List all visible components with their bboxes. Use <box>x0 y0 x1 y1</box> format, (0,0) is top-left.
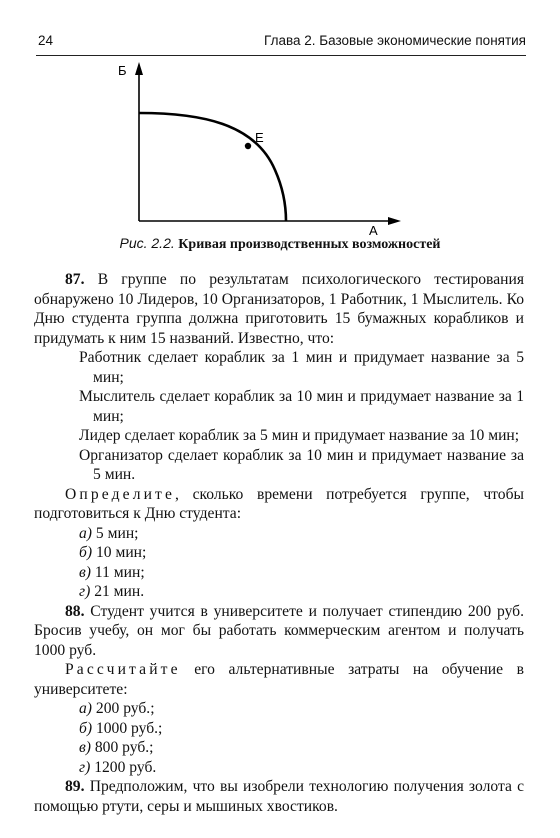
option-letter: а) <box>79 700 92 717</box>
point-e-label: Е <box>255 130 264 145</box>
problem-87-task <box>34 485 524 524</box>
y-axis-arrow <box>135 62 143 75</box>
answer-option <box>34 738 524 758</box>
option-letter: г) <box>79 758 91 776</box>
point-e <box>245 143 251 149</box>
option-letter: а) <box>79 524 92 542</box>
answer-option <box>34 543 524 563</box>
figure-caption <box>0 235 560 253</box>
role-item: Лидер сделает кораблик за 5 мин и придумает название за 10 мин; <box>79 427 520 444</box>
ppc-curve <box>139 113 286 221</box>
option-letter: г) <box>79 583 91 600</box>
y-axis-label: Б <box>118 63 127 78</box>
chapter-title: Глава 2. Базовые экономические понятия <box>264 33 526 48</box>
option-text: 200 руб.; <box>95 700 155 717</box>
answer-option <box>34 582 524 602</box>
problem-number: 87. <box>65 271 85 288</box>
option-letter: б) <box>79 719 93 737</box>
option-text: 5 мин; <box>95 524 139 542</box>
ppc-figure <box>0 58 560 238</box>
answer-option <box>34 758 524 778</box>
problem-87-text: В группе по результатам психологического тестирования обнаружено 10 Лидеров, 10 Организаторов, 1 Работник, 1 Мыслитель. Ко Дню студента группа должна приготовить 15 бумажных корабликов и придумать к ним 15 названий. Известно, что: <box>34 271 524 347</box>
problem-87-intro <box>34 270 524 348</box>
option-letter: в) <box>79 563 91 581</box>
caption-title: Кривая производственных возможностей <box>178 237 441 252</box>
problem-88-text: Студент учится в университете и получает стипендию 200 руб. Бросив учебу, он мог бы работать коммерческим агентом и получать 1000 руб. <box>34 602 524 659</box>
problem-88-intro <box>34 602 524 661</box>
task-text: , сколько времени потребуется группе, чтобы подготовиться к Дню студента: <box>34 485 524 522</box>
option-text: 10 мин; <box>95 544 147 561</box>
x-axis-arrow <box>388 217 401 225</box>
caption-prefix: Рис. 2.2. <box>119 235 175 251</box>
option-text: 800 руб.; <box>94 739 154 756</box>
x-axis-label: А <box>369 223 378 238</box>
answer-option <box>34 699 524 719</box>
problem-number: 89. <box>65 778 85 795</box>
problem-number: 88. <box>65 602 85 620</box>
task-text: его альтернативные затраты на обучение в университете: <box>34 661 524 698</box>
role-item: Мыслитель сделает кораблик за 10 мин и придумает название за 1 мин; <box>79 388 524 425</box>
answer-option <box>34 524 524 544</box>
option-text: 11 мин; <box>94 563 145 581</box>
task-word: Определите <box>65 485 176 503</box>
role-item: Работник сделает кораблик за 1 мин и придумает название за 5 мин; <box>79 349 524 386</box>
problem-89-text: Предположим, что вы изобрели технологию получения золота с помощью ртути, серы и мышиных хвостиков. <box>34 778 524 815</box>
option-text: 1000 руб.; <box>95 719 163 737</box>
option-letter: в) <box>79 739 91 756</box>
option-text: 21 мин. <box>94 583 145 600</box>
body-text <box>34 270 524 816</box>
option-text: 1200 руб. <box>94 758 157 776</box>
task-word: Рассчитайте <box>65 661 181 678</box>
running-header <box>36 33 526 56</box>
answer-option <box>34 563 524 583</box>
answer-option <box>34 719 524 739</box>
problem-88-task <box>34 660 524 699</box>
role-item: Организатор сделает кораблик за 10 мин и придумает название за 5 мин. <box>79 446 524 483</box>
page-number: 24 <box>38 33 54 48</box>
problem-89-intro <box>34 777 524 816</box>
option-letter: б) <box>79 544 93 561</box>
